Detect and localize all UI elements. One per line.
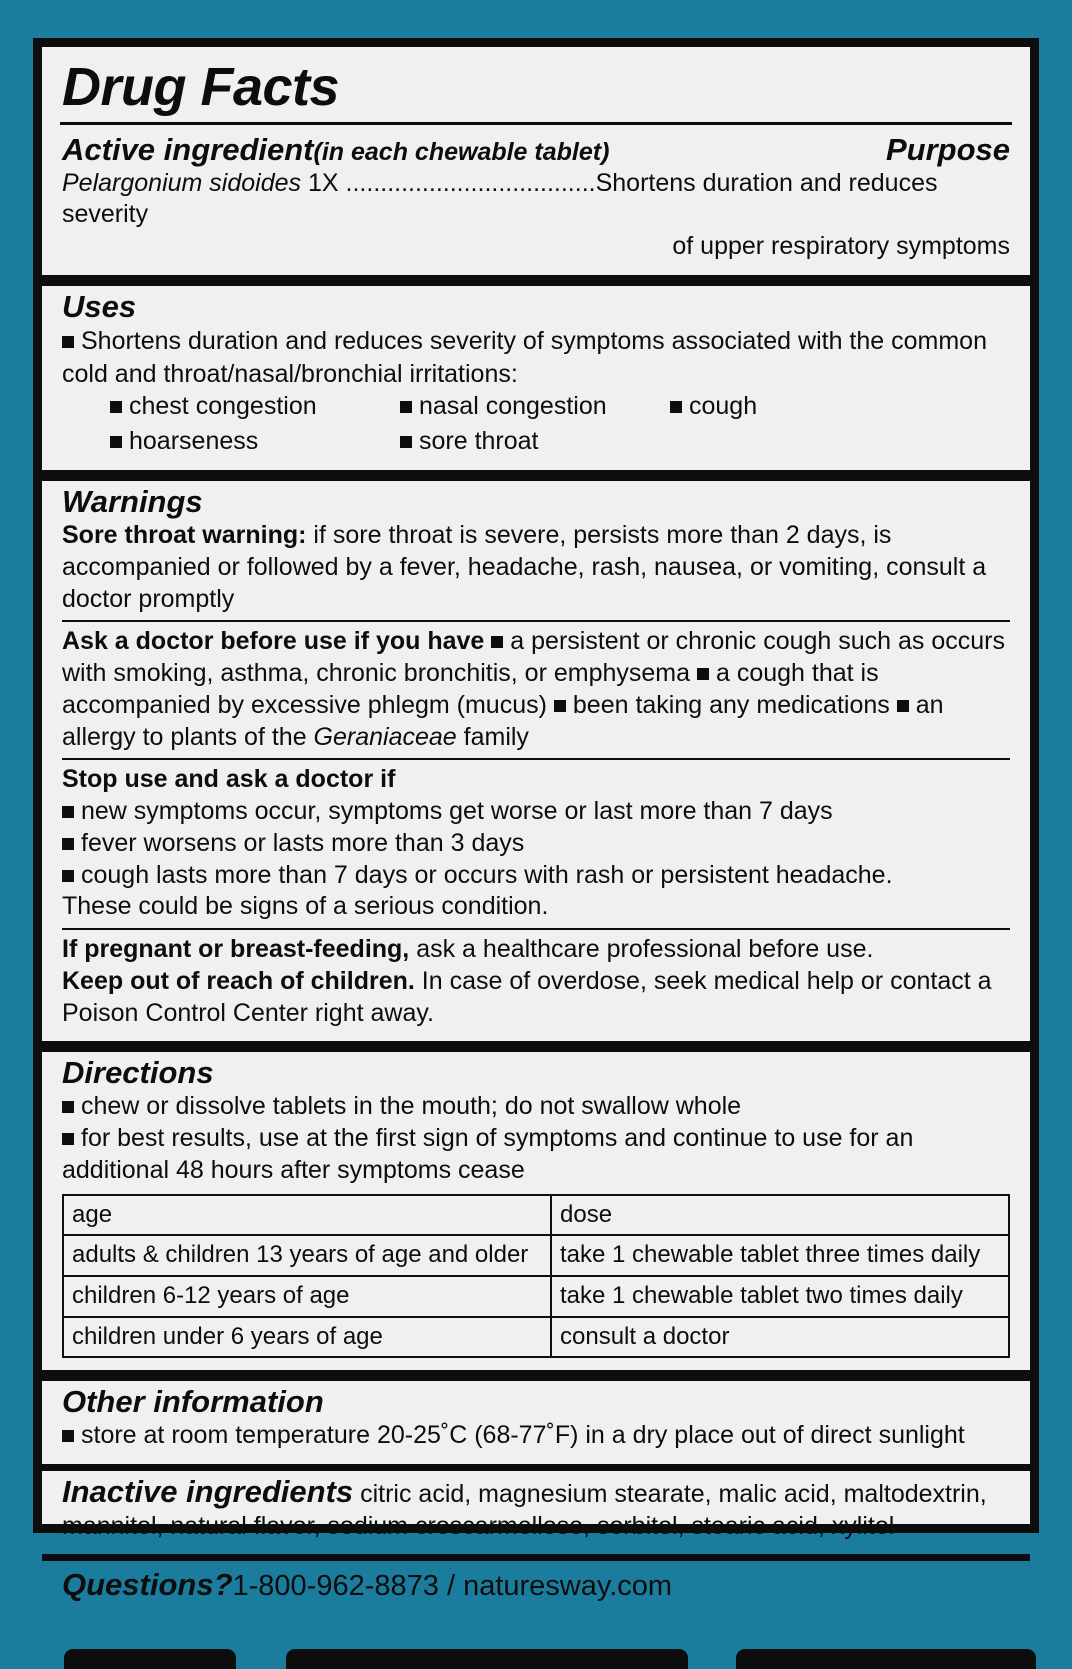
bottom-tab-left <box>64 1649 236 1669</box>
uses-section <box>60 286 1012 464</box>
inactive-ingredients-line2: mannitol, natural flavor, sodium croscarmellose, sorbitol, stearic acid, xylitol <box>62 1511 895 1540</box>
bullet-square-icon <box>62 1430 74 1442</box>
stop-use-item-label: cough lasts more than 7 days or occurs with rash or persistent headache. <box>81 860 893 889</box>
uses-item-label: cough <box>689 392 758 421</box>
other-information-bullet-label: store at room temperature 20-25˚C (68-77˚F) in a dry place out of direct sunlight <box>81 1421 965 1450</box>
ingredient-strength: 1X <box>307 168 339 197</box>
list-item <box>670 390 1010 423</box>
pregnancy-warning-text: ask a healthcare professional before use. <box>409 935 874 964</box>
stop-use-item <box>62 796 1010 828</box>
section-band-questions <box>42 1554 1030 1561</box>
bullet-square-icon <box>554 700 566 712</box>
purpose-text-line2: of upper respiratory symptoms <box>672 232 1010 261</box>
page-title: Drug Facts <box>62 57 340 117</box>
section-band-uses <box>42 275 1030 286</box>
pregnancy-warning-label: If pregnant or breast-feeding, <box>62 935 410 964</box>
table-row <box>63 1276 1009 1317</box>
inactive-ingredients-text1: citric acid, magnesium stearate, malic acid, maltodextrin, <box>353 1479 987 1508</box>
table-cell-dose: consult a doctor <box>551 1317 1009 1358</box>
active-ingredient-heading <box>62 132 609 168</box>
table-header-age: age <box>63 1195 551 1236</box>
divider <box>62 758 1010 760</box>
inactive-ingredients-heading: Inactive ingredients <box>62 1473 354 1509</box>
table-row <box>63 1317 1009 1358</box>
table-row <box>63 1235 1009 1276</box>
ask-doctor-item-d1: an allergy to plants of the <box>62 690 944 751</box>
purpose-heading: Purpose <box>885 131 1010 167</box>
table-cell-age: children under 6 years of age <box>63 1317 551 1358</box>
inactive-ingredients-section <box>60 1471 1012 1549</box>
bullet-square-icon <box>62 1133 74 1145</box>
stop-use-tail: These could be signs of a serious condition. <box>62 892 549 921</box>
stop-use-label: Stop use and ask a doctor if <box>62 765 396 794</box>
bottom-tab-center <box>286 1649 688 1669</box>
sore-throat-warning-text: if sore throat is severe, persists more than 2 days, is accompanied or followed by a fever, headache, rash, nausea, or vomiting, consult a doctor promptly <box>62 521 987 613</box>
stop-use-item <box>62 860 1010 892</box>
table-header-dose: dose <box>551 1195 1009 1236</box>
ask-doctor-item-a: a persistent or chronic cough such as occurs with smoking, asthma, chronic bronchitis, or emphysema <box>62 627 1005 688</box>
bullet-square-icon <box>110 436 122 448</box>
dosage-table <box>62 1194 1010 1358</box>
bullet-square-icon <box>62 336 74 348</box>
inactive-ingredients-line1 <box>62 1475 1010 1511</box>
active-ingredient-heading-text: Active ingredient <box>62 131 314 167</box>
questions-separator: / <box>438 1570 464 1603</box>
uses-item-label: hoarseness <box>129 427 259 456</box>
list-item <box>400 425 670 458</box>
bullet-square-icon <box>400 436 412 448</box>
questions-phone[interactable]: 1-800-962-8873 <box>232 1570 439 1603</box>
directions-bullet-label: chew or dissolve tablets in the mouth; do not swallow whole <box>81 1092 742 1121</box>
bullet-square-icon <box>400 401 412 413</box>
children-warning-text: In case of overdose, seek medical help or contact a Poison Control Center right away. <box>62 966 992 1027</box>
divider <box>62 620 1010 622</box>
section-band-inactive <box>42 1464 1030 1471</box>
drug-facts-content <box>42 47 1030 1603</box>
directions-bullet <box>62 1123 1010 1187</box>
stop-use-item-label: fever worsens or lasts more than 3 days <box>81 828 525 857</box>
table-cell-age: children 6-12 years of age <box>63 1276 551 1317</box>
ask-doctor-item-c: been taking any medications <box>572 690 890 719</box>
purpose-text-line1: Shortens duration and reduces severity <box>62 168 938 229</box>
uses-lead-line1: Shortens duration and reduces severity of symptoms associated with the common <box>81 327 987 356</box>
uses-item-label: nasal congestion <box>419 392 607 421</box>
ask-doctor-block <box>62 626 1010 753</box>
sore-throat-warning-label: Sore throat warning: <box>62 521 307 550</box>
warnings-section <box>60 481 1012 1035</box>
uses-lead-line2: cold and throat/nasal/bronchial irritations: <box>62 359 518 388</box>
pregnancy-warning <box>62 934 1010 966</box>
questions-website[interactable]: naturesway.com <box>463 1570 673 1603</box>
active-ingredient-heading-sub: (in each chewable tablet) <box>313 137 610 166</box>
list-item <box>400 390 670 423</box>
section-band-warnings <box>42 470 1030 481</box>
uses-item-label: sore throat <box>419 427 539 456</box>
bullet-square-icon <box>697 668 709 680</box>
bullet-square-icon <box>62 838 74 850</box>
bullet-square-icon <box>62 806 74 818</box>
list-item-empty <box>670 425 1010 458</box>
ask-doctor-label: Ask a doctor before use if you have <box>62 627 485 656</box>
divider <box>60 122 1012 125</box>
uses-item-label: chest congestion <box>129 392 317 421</box>
directions-heading: Directions <box>62 1055 214 1091</box>
sore-throat-warning <box>62 520 1010 615</box>
ask-doctor-item-d2: family <box>456 722 529 751</box>
ask-doctor-item-d-italic: Geraniaceae <box>313 722 457 751</box>
directions-section <box>60 1052 1012 1364</box>
bullet-square-icon <box>897 700 909 712</box>
bullet-square-icon <box>62 1101 74 1113</box>
bullet-square-icon <box>670 401 682 413</box>
list-item <box>110 425 400 458</box>
other-information-section <box>60 1381 1012 1458</box>
stop-use-item-label: new symptoms occur, symptoms get worse or last more than 7 days <box>81 797 833 826</box>
ask-doctor-item-b: a cough that is accompanied by excessive phlegm (mucus) <box>62 659 879 719</box>
children-warning <box>62 966 1010 1030</box>
stop-use-item <box>62 828 1010 860</box>
warnings-heading: Warnings <box>62 484 203 520</box>
table-cell-dose: take 1 chewable tablet two times daily <box>551 1276 1009 1317</box>
leader-dots: .................................... <box>345 168 596 197</box>
children-warning-label: Keep out of reach of children. <box>62 966 415 995</box>
bullet-square-icon <box>491 636 503 648</box>
table-cell-age: adults & children 13 years of age and older <box>63 1235 551 1276</box>
divider <box>62 928 1010 930</box>
section-band-directions <box>42 1041 1030 1052</box>
directions-bullet <box>62 1091 1010 1123</box>
uses-heading: Uses <box>62 288 137 324</box>
bullet-square-icon <box>62 870 74 882</box>
bullet-square-icon <box>110 401 122 413</box>
other-information-bullet <box>62 1420 1010 1452</box>
ingredient-name: Pelargonium sidoides <box>62 168 302 197</box>
active-ingredient-line <box>62 168 1010 232</box>
list-item <box>110 390 400 423</box>
directions-bullet-label: for best results, use at the first sign of symptoms and continue to use for an additional 48 hours after symptoms cease <box>62 1124 914 1184</box>
uses-list <box>62 390 1010 458</box>
other-information-heading: Other information <box>62 1384 324 1420</box>
uses-lead <box>62 325 1010 358</box>
drug-facts-panel <box>33 38 1039 1603</box>
questions-section <box>60 1561 1012 1605</box>
bottom-tab-right <box>736 1649 1036 1669</box>
questions-label: Questions? <box>62 1567 233 1603</box>
table-cell-dose: take 1 chewable tablet three times daily <box>551 1235 1009 1276</box>
section-band-other-info <box>42 1370 1030 1381</box>
active-ingredient-header <box>62 132 1010 168</box>
table-header-row <box>63 1195 1009 1236</box>
active-ingredient-section <box>60 128 1012 269</box>
